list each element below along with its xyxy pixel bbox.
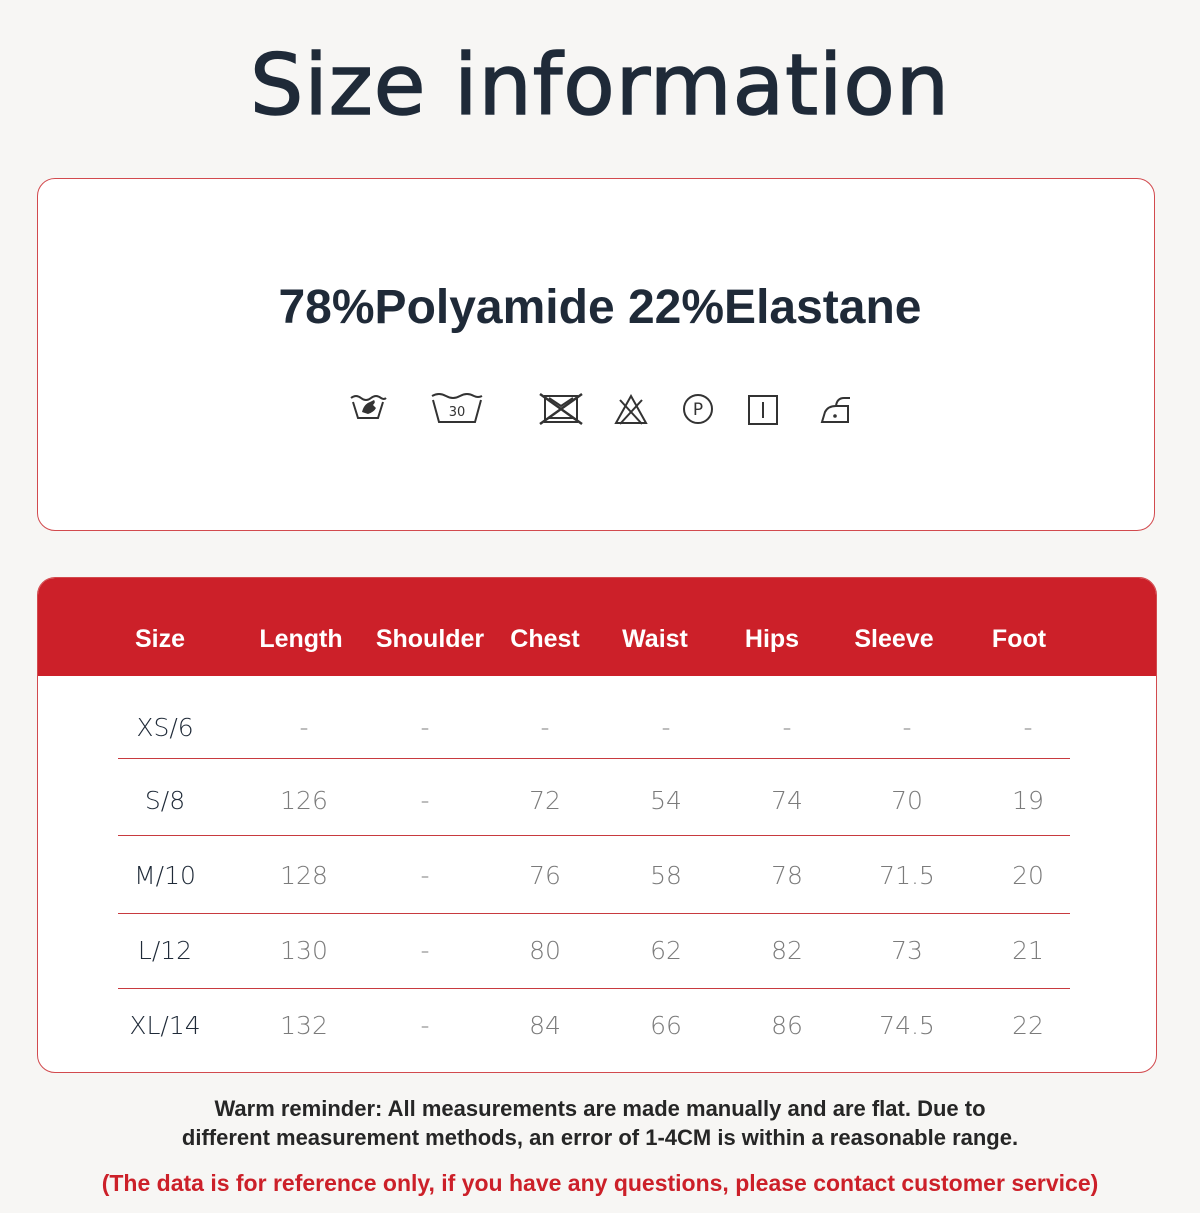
table-cell: -	[420, 1011, 430, 1040]
table-cell: 78	[771, 861, 803, 890]
table-cell: 62	[650, 936, 682, 965]
table-cell: 72	[529, 786, 561, 815]
header-foot: Foot	[991, 625, 1047, 653]
table-cell: 20	[1012, 861, 1044, 890]
header-shoulder: Shoulder	[375, 625, 485, 653]
table-cell: 21	[1012, 936, 1044, 965]
table-cell: -	[540, 713, 550, 742]
dry-clean-letter: P	[692, 400, 704, 420]
table-cell: 130	[280, 936, 328, 965]
table-row	[38, 913, 1157, 988]
row-divider	[118, 758, 1070, 759]
reminder-line-1: Warm reminder: All measurements are made manually and are flat. Due to	[214, 1096, 986, 1121]
header-sleeve: Sleeve	[854, 625, 934, 653]
table-cell: L/12	[137, 936, 193, 965]
table-cell: 22	[1012, 1011, 1044, 1040]
table-cell: XL/14	[129, 1011, 201, 1040]
table-cell: 126	[280, 786, 328, 815]
do-not-tumble-dry-icon	[538, 392, 584, 426]
reference-note: (The data is for reference only, if you have any questions, please contact customer service)	[101, 1170, 1099, 1196]
table-cell: XS/6	[136, 713, 194, 742]
table-cell: 82	[771, 936, 803, 965]
table-cell: -	[420, 861, 430, 890]
table-cell: 73	[891, 936, 923, 965]
table-cell: -	[299, 713, 309, 742]
header-length: Length	[259, 625, 343, 653]
table-cell: 74	[771, 786, 803, 815]
table-cell: 66	[650, 1011, 682, 1040]
table-cell: 128	[280, 861, 328, 890]
size-table-header	[38, 578, 1157, 676]
table-cell: 19	[1012, 786, 1044, 815]
table-cell: -	[902, 713, 912, 742]
dry-clean-p-icon	[682, 393, 714, 425]
table-cell: 80	[529, 936, 561, 965]
table-cell: -	[420, 713, 430, 742]
table-cell: 71.5	[879, 861, 935, 890]
table-cell: 86	[771, 1011, 803, 1040]
table-cell: M/10	[134, 861, 196, 890]
table-cell: -	[661, 713, 671, 742]
table-cell: -	[420, 786, 430, 815]
table-cell: 54	[650, 786, 682, 815]
table-cell: -	[420, 936, 430, 965]
table-row	[38, 690, 1157, 765]
header-size: Size	[134, 625, 186, 653]
material-card	[37, 178, 1155, 531]
row-divider	[118, 835, 1070, 836]
wash-temp-label: 30	[448, 405, 466, 420]
hand-wash-icon	[348, 390, 388, 426]
material-composition: 78%Polyamide 22%Elastane	[278, 281, 922, 334]
size-table	[37, 577, 1157, 1073]
header-waist: Waist	[622, 625, 688, 653]
table-cell: -	[1023, 713, 1033, 742]
table-cell: 76	[529, 861, 561, 890]
header-chest: Chest	[510, 625, 580, 653]
page-title: Size information	[250, 36, 950, 134]
table-cell: -	[782, 713, 792, 742]
line-dry-icon	[747, 394, 779, 426]
do-not-bleach-icon	[614, 394, 648, 426]
header-hips: Hips	[744, 625, 800, 653]
table-cell: 74.5	[879, 1011, 935, 1040]
table-cell: 132	[280, 1011, 328, 1040]
table-cell: 58	[650, 861, 682, 890]
warm-reminder	[0, 1094, 1200, 1152]
table-row	[38, 838, 1157, 913]
wash-30-icon	[430, 392, 484, 426]
table-cell: 70	[891, 786, 923, 815]
iron-low-icon	[818, 395, 854, 425]
reminder-line-2: different measurement methods, an error of 1-4CM is within a reasonable range.	[181, 1125, 1019, 1150]
table-row	[38, 763, 1157, 838]
table-cell: 84	[529, 1011, 561, 1040]
table-cell: S/8	[144, 786, 186, 815]
table-row	[38, 988, 1157, 1063]
